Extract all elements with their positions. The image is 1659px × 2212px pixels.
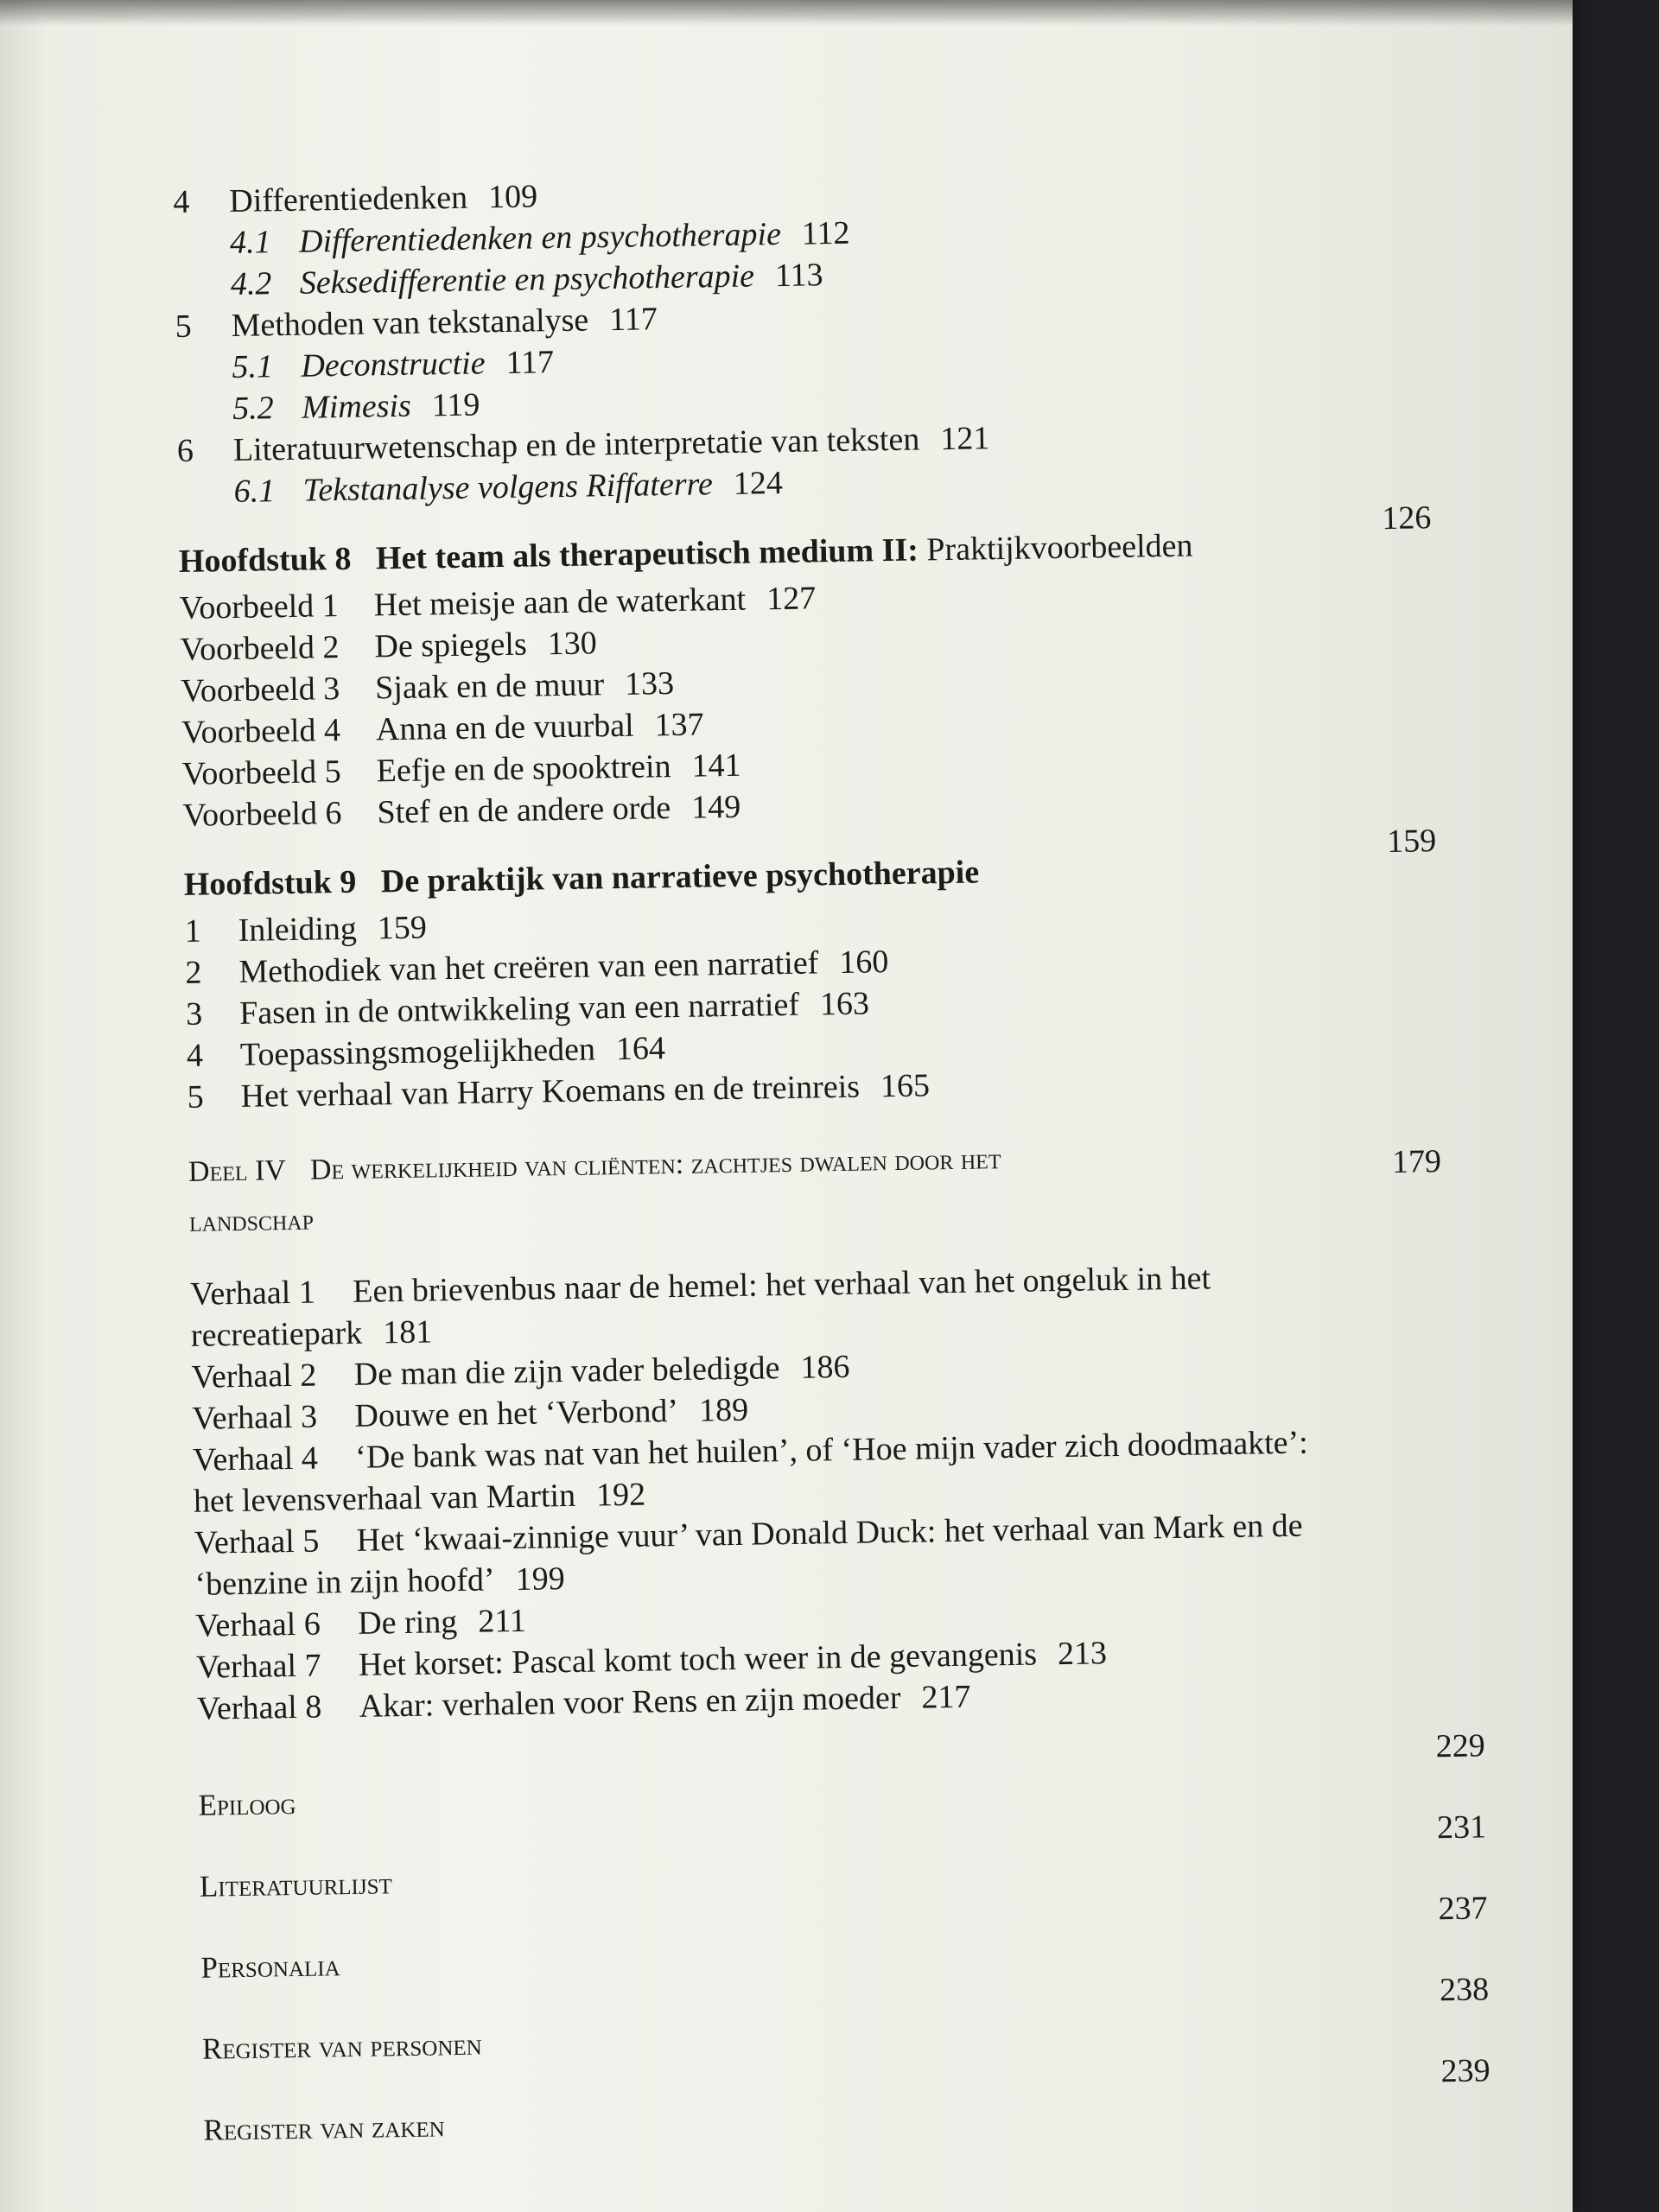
story-page: 181: [382, 1313, 433, 1351]
chapter-title: Het team als therapeutisch medium: [375, 532, 874, 577]
example-title: De spiegels: [374, 626, 528, 665]
story-label: Verhaal 5: [194, 1522, 320, 1561]
chapter-page: 126: [1381, 499, 1432, 537]
entry-page: 159: [377, 909, 428, 947]
entry-number: 5.1: [232, 348, 274, 385]
entry-title: Deconstructie: [301, 345, 486, 385]
example-label: Voorbeeld 2: [180, 629, 340, 668]
example-title: Sjaak en de muur: [374, 666, 605, 707]
chapter-8-examples: [179, 567, 1496, 836]
entry-page: 113: [774, 257, 823, 295]
entry-page: 109: [487, 178, 538, 216]
example-page: 137: [654, 706, 704, 744]
story-title: De ring: [357, 1604, 458, 1642]
story-page: 217: [921, 1678, 971, 1716]
part-title-line2: landschap: [188, 1204, 315, 1238]
back-matter-page: 237: [1438, 1890, 1488, 1928]
story-page: 189: [698, 1391, 749, 1429]
entry-page: 119: [431, 386, 480, 424]
entry-number: 4: [186, 1037, 204, 1074]
story-title: Het ‘kwaai-zinnige vuur’ van Donald Duck: het verhaal van Mark en de: [356, 1507, 1303, 1559]
chapter-title-rest: Praktijkvoorbeelden: [926, 527, 1193, 569]
example-label: Voorbeeld 5: [181, 753, 342, 792]
entry-title: Inleiding: [238, 910, 358, 949]
example-page: 149: [690, 788, 741, 826]
entry-title: Methoden van tekstanalyse: [231, 302, 589, 344]
example-title: Eefje en de spooktrein: [376, 748, 671, 790]
entry-page: 124: [733, 464, 784, 502]
example-label: Voorbeeld 1: [179, 588, 340, 626]
entry-number: 5: [187, 1078, 204, 1116]
entry-number: 1: [184, 912, 201, 950]
example-page: 127: [766, 580, 817, 618]
part-title-line1: De werkelijkheid van cliënten: zachtjes dwalen door het: [309, 1143, 1001, 1186]
example-page: 130: [547, 625, 598, 663]
back-matter-title: Personalia: [200, 1948, 340, 1985]
entry-number: 5.2: [232, 390, 274, 427]
back-matter-title: Register van zaken: [203, 2109, 445, 2147]
entry-title: Tekstanalyse volgens Riffaterre: [302, 466, 714, 509]
story-label: Verhaal 3: [192, 1398, 318, 1437]
entry-number: 3: [185, 995, 203, 1033]
example-label: Voorbeeld 6: [182, 795, 342, 834]
entry-number: 4.2: [230, 265, 272, 302]
story-title: ‘De bank was nat van het huilen’, of ‘Hoe mijn vader zich doodmaakte’:: [354, 1424, 1309, 1476]
story-label: Verhaal 2: [191, 1357, 317, 1395]
back-matter-title: Literatuurlijst: [199, 1866, 393, 1904]
story-title: Het korset: Pascal komt toch weer in de gevangenis: [358, 1636, 1038, 1683]
entry-title: Mimesis: [301, 387, 412, 426]
stories-list: [190, 1253, 1510, 1730]
entry-page: 160: [838, 944, 889, 981]
story-page: 213: [1057, 1635, 1108, 1673]
part-label: Deel IV: [188, 1154, 287, 1188]
back-matter-page: 238: [1439, 1971, 1490, 2009]
entry-number: 4.1: [229, 224, 271, 261]
entry-title: Methodiek van het creëren van een narratief: [238, 944, 819, 990]
toc-top-section: [173, 161, 1491, 513]
story-title: Akar: verhalen voor Rens en zijn moeder: [359, 1679, 901, 1725]
entry-page: 163: [819, 985, 870, 1023]
story-title: Een brievenbus naar de hemel: het verhaal van het ongeluk in het: [352, 1260, 1211, 1310]
example-page: 141: [691, 747, 741, 785]
entry-title: Seksedifferentie en psychotherapie: [299, 257, 755, 302]
entry-number: 2: [185, 954, 202, 991]
chapter-9-items: [184, 890, 1501, 1118]
story-page: 192: [595, 1476, 646, 1514]
entry-title: Differentiedenken en psychotherapie: [298, 215, 782, 260]
entry-title: Toepassingsmogelijkheden: [239, 1031, 596, 1073]
entry-number: 6: [176, 432, 194, 469]
entry-title: Differentiedenken: [229, 179, 468, 219]
chapter-page: 159: [1386, 823, 1437, 861]
example-title: Anna en de vuurbal: [375, 707, 634, 748]
story-title: De man die zijn vader beledigde: [353, 1350, 780, 1393]
example-title: Stef en de andere orde: [377, 790, 671, 831]
story-title-continued: het levensverhaal van Martin: [193, 1477, 576, 1520]
story-label: Verhaal 8: [196, 1688, 322, 1727]
example-label: Voorbeeld 3: [180, 671, 340, 709]
entry-title: Literatuurwetenschap en de interpretatie van teksten: [232, 421, 920, 468]
entry-page: 112: [801, 214, 850, 252]
example-label: Voorbeeld 4: [181, 712, 341, 751]
example-title: Het meisje aan de waterkant: [373, 581, 747, 624]
entry-page: 117: [505, 344, 555, 381]
story-label: Verhaal 1: [189, 1274, 316, 1313]
entry-page: 117: [608, 301, 658, 339]
back-matter-page: 229: [1435, 1727, 1485, 1765]
story-title: Douwe en het ‘Verbond’: [354, 1392, 679, 1434]
back-matter-page: 231: [1436, 1808, 1487, 1847]
entry-title: Fasen in de ontwikkeling van een narratief: [238, 986, 800, 1032]
story-page: 211: [477, 1602, 527, 1640]
chapter-label: Hoofdstuk 8: [178, 540, 352, 580]
chapter-title: De praktijk van narratieve psychotherapie: [380, 854, 980, 900]
back-matter-title: Register van personen: [201, 2027, 482, 2066]
story-title-continued: recreatiepark: [190, 1314, 363, 1354]
chapter-label: Hoofdstuk 9: [183, 863, 357, 903]
chapter-title-roman: II:: [881, 531, 919, 569]
story-label: Verhaal 7: [195, 1647, 321, 1686]
entry-page: 121: [939, 420, 990, 458]
back-matter-page: 239: [1440, 2052, 1491, 2090]
entry-title: Het verhaal van Harry Koemans en de treinreis: [240, 1068, 861, 1115]
entry-page: 165: [880, 1067, 931, 1105]
table-of-contents: [173, 161, 1517, 2153]
example-page: 133: [624, 664, 675, 702]
story-page: 186: [800, 1348, 850, 1386]
entry-number: 5: [175, 308, 192, 345]
entry-page: 164: [615, 1030, 666, 1068]
back-matter-title: Epiloog: [198, 1786, 296, 1822]
story-label: Verhaal 4: [192, 1440, 319, 1478]
part-4-heading: [188, 1127, 1503, 1248]
story-label: Verhaal 6: [194, 1605, 321, 1644]
story-title-continued: ‘benzine in zijn hoofd’: [194, 1561, 495, 1603]
entry-number: 4: [173, 183, 190, 220]
entry-number: 6.1: [233, 473, 276, 510]
back-matter: [197, 1726, 1516, 2153]
part-page: 179: [1391, 1143, 1442, 1180]
story-page: 199: [515, 1560, 565, 1598]
